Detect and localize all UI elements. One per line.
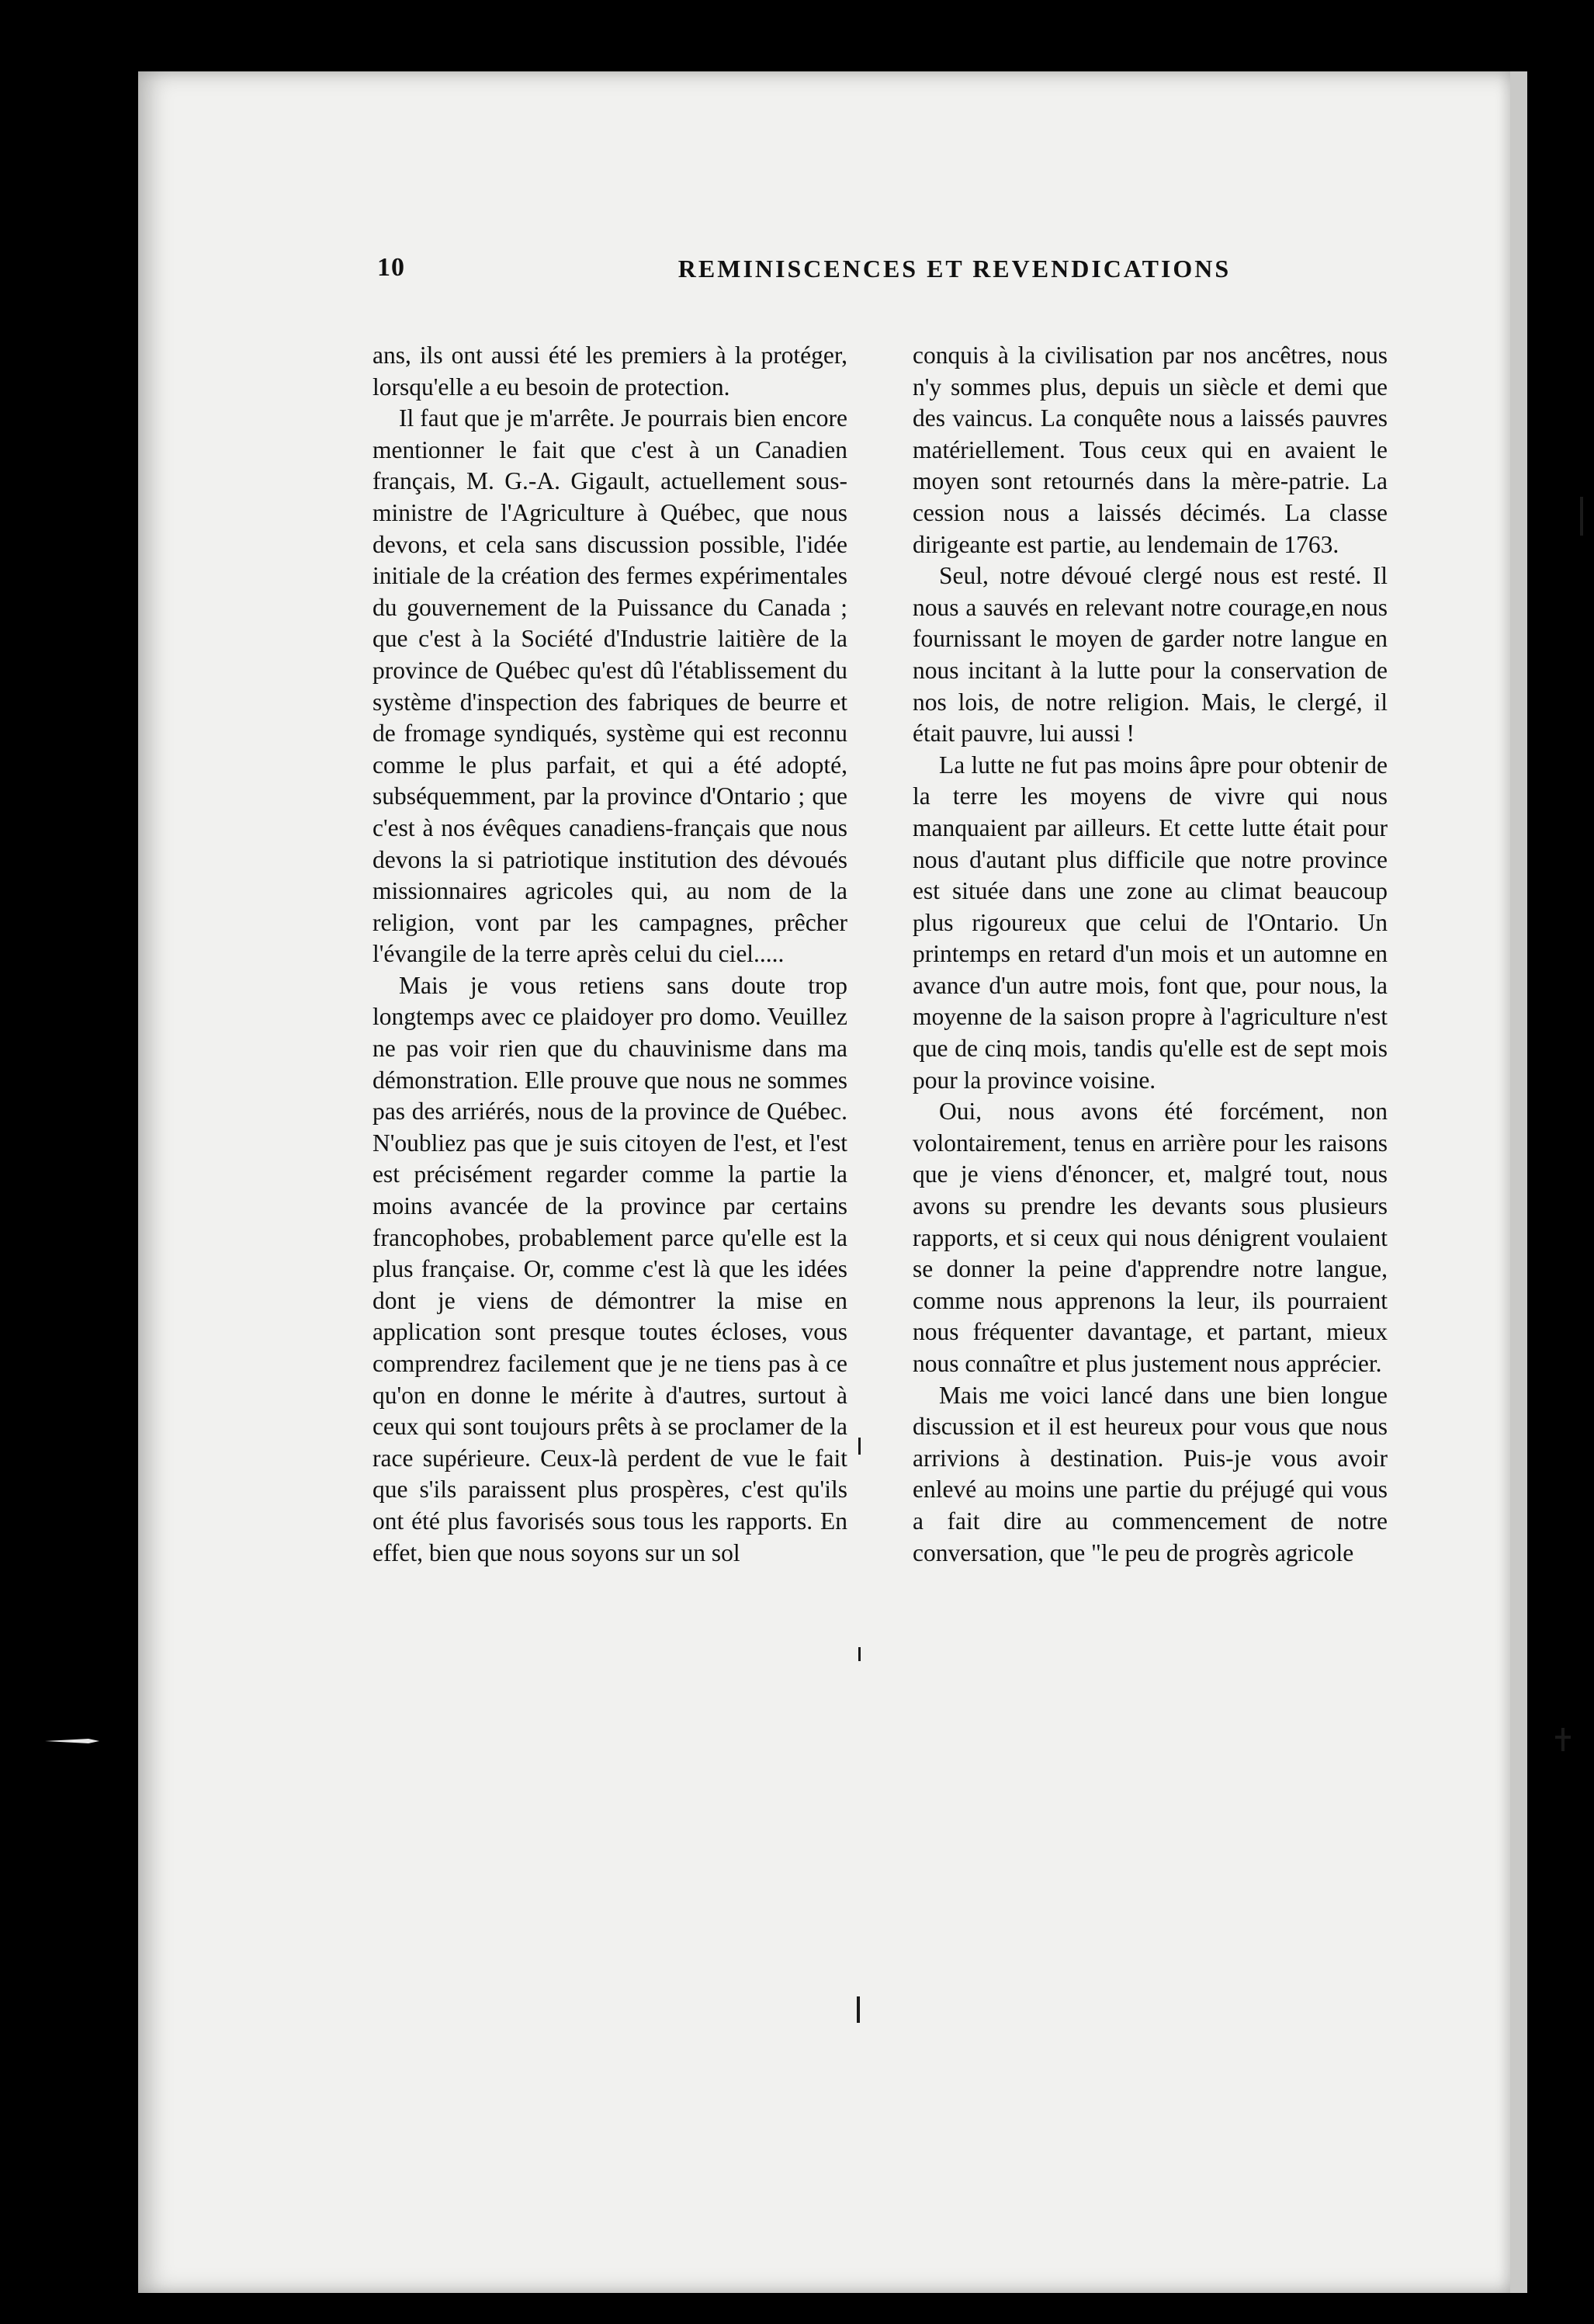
paragraph: conquis à la civilisation par nos ancêtres, nous n'y sommes plus, depuis un siècle et demi que des vaincus. La conquête nous a laissés pauvres matériellement. Tous ceux qui en avaient le moyen sont retournés dans la mère-patrie. La cession nous a laissés décimés. La classe dirigeante est partie, au lendemain de 1763.	[913, 342, 1388, 558]
paragraph: Oui, nous avons été forcément, non volontairement, tenus en arrière pour les raisons que je viens d'énoncer, et, malgré tout, nous avons su prendre les devants sous plusieurs rapports, et si ceux qui nous dénigrent voulaient se donner la peine d'apprendre notre langue, comme nous apprenons la leur, ils pourraient nous fréquenter davantage, et partant, mieux nous connaître et plus justement nous apprécier.	[913, 1098, 1388, 1377]
right-column	[913, 340, 1388, 1569]
margin-arrow-mark	[45, 1736, 99, 1746]
margin-tick-mark	[858, 1438, 861, 1455]
paragraph: Mais me voici lancé dans une bien longue discussion et il est heureux pour vous que nous arrivions à destination. Puis-je vous avoir enlevé au moins une partie du préjugé qui vous a fait dire au commencement de notre conversation, que "le peu de progrès agricole	[913, 1381, 1388, 1566]
book-page	[373, 253, 1405, 2062]
margin-cross-mark	[1554, 1728, 1572, 1751]
paragraph: Seul, notre dévoué clergé nous est resté. Il nous a sauvés en relevant notre courage,en nous fournissant le moyen de garder notre langue en nous incitant à la lutte pour la conservation de nos lois, de notre religion. Mais, le clergé, il était pauvre, lui aussi !	[913, 562, 1388, 747]
paragraph: La lutte ne fut pas moins âpre pour obtenir de la terre les moyens de vivre qui nous manquaient par ailleurs. Et cette lutte était pour nous d'autant plus difficile que notre province est située dans une zone au climat beaucoup plus rigoureux que celui de l'Ontario. Un printemps en retard d'un mois et un automne en avance d'un autre mois, font que, pour nous, la moyenne de la saison propre à l'agriculture n'est que de cinq mois, tandis qu'elle est de sept mois pour la province voisine.	[913, 751, 1388, 1094]
paragraph: Mais je vous retiens sans doute trop longtemps avec ce plaidoyer pro domo. Veuillez ne pas voir rien que du chauvinisme dans ma démonstration. Elle prouve que nous ne sommes pas des arriérés, nous de la province de Québec. N'oubliez pas que je suis citoyen de l'est, et l'est est précisément regarder comme la partie la moins avancée de la province par certains francophobes, probablement parce qu'elle est la plus française. Or, comme c'est là que les idées dont je viens de démontrer la mise en application sont presque toutes écloses, vous comprendrez facilement que je ne tiens pas à ce qu'on en donne le mérite à d'autres, surtout à ceux qui sont toujours prêts à se proclamer de la race supérieure. Ceux-là perdent de vue le fait que s'ils paraissent plus prospères, c'est qu'ils ont été plus favorisés sous tous les rapports. En effet, bien que nous soyons sur un sol	[373, 971, 847, 1566]
margin-tick-mark	[858, 1647, 861, 1661]
margin-tick-mark	[857, 1996, 860, 2023]
left-column	[373, 340, 847, 1569]
paragraph: Il faut que je m'arrête. Je pourrais bien encore mentionner le fait que c'est à un Canadien français, M. G.-A. Gigault, actuellement sous-ministre de l'Agriculture à Québec, que nous devons, et cela sans discussion possible, l'idée initiale de la création des fermes expérimentales du gouvernement de la Puissance du Canada ; que c'est à la Société d'Industrie laitière de la province de Québec qu'est dû l'établissement du système d'inspection des fabriques de beurre et de fromage syndiqués, système qui est reconnu comme le plus parfait, et qui a été adopté, subséquemment, par la province d'Ontario ; que c'est à nos évêques canadiens-français que nous devons la si patriotique institution des dévoués missionnaires agricoles qui, au nom de la religion, vont par les campagnes, prêcher l'évangile de la terre après celui du ciel.....	[373, 404, 847, 968]
running-head	[373, 253, 1405, 287]
margin-tick-mark	[1580, 497, 1583, 536]
page-number: 10	[377, 253, 405, 282]
running-title: REMINISCENCES ET REVENDICATIONS	[677, 255, 1232, 283]
paragraph: ans, ils ont aussi été les premiers à la protéger, lorsqu'elle a eu besoin de protection.	[373, 342, 847, 401]
